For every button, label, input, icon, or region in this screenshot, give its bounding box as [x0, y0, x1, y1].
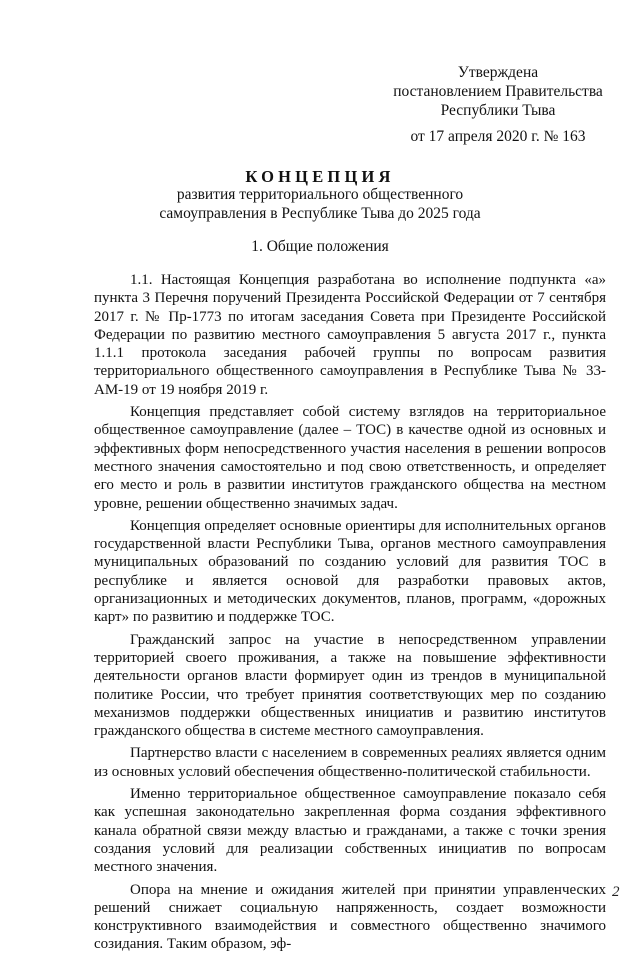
- approval-line-3: Республики Тыва: [440, 102, 556, 119]
- approval-stamp: [378, 63, 618, 146]
- paragraph-2: Концепция представляет собой систему взглядов на территориальное общественное самоуправление (далее – ТОС) в качестве одной из основных и эффективных форм непосредственного участия населения в решении вопросов местного значения самостоятельно и под свою ответственность, и определяет его место и роль в развитии институтов гражданского общества на местном уровне, решении общественно значимых задач.: [94, 404, 606, 512]
- paragraph-6: Именно территориальное общественное самоуправление показало себя как успешная законодательно закрепленная форма создания эффективного канала обратной связи между властью и гражданами, а также с точки зрения создания условий для реализации собственных инициатив по вопросам местного значения.: [94, 786, 606, 876]
- document-subtitle: [0, 185, 640, 223]
- approval-line-1: Утверждена: [457, 64, 539, 81]
- subtitle-line-1: развития территориального общественного: [176, 186, 464, 203]
- approval-date: от 17 апреля 2020 г. № 163: [410, 128, 586, 145]
- paragraph-1: 1.1. Настоящая Концепция разработана во исполнение подпункта «а» пункта 3 Перечня поручений Президента Российской Федерации от 7 сентября 2017 г. № Пр-1773 по итогам заседания Совета при Президенте Российской Федерации по развитию местного самоуправления 5 августа 2017 г., пункта 1.1.1 протокола заседания рабочей группы по вопросам развития территориального общественного самоуправления в Республике Тыва № 33-АМ-19 от 19 ноября 2019 г.: [94, 272, 606, 398]
- approval-line-2: постановлением Правительства: [393, 83, 603, 100]
- paragraph-5: Партнерство власти с населением в современных реалиях является одним из основных условий обеспечения общественно-политической стабильности.: [94, 745, 606, 780]
- body-text: [94, 271, 606, 958]
- page-number: 2: [612, 884, 620, 900]
- section-heading: 1. Общие положения: [251, 238, 389, 255]
- paragraph-3: Концепция определяет основные ориентиры для исполнительных органов государственной власти Республики Тыва, органов местного самоуправления муниципальных образований по созданию условий для развития ТОС в республике и является основой для разработки правовых актов, организационных и методических документов, планов, программ, «дорожных карт» по развитию и поддержке ТОС.: [94, 517, 606, 626]
- subtitle-line-2: самоуправления в Республике Тыва до 2025 года: [159, 205, 481, 222]
- paragraph-7: Опора на мнение и ожидания жителей при принятии управленческих решений снижает социальную напряженность, создает возможности конструктивного взаимодействия и совместного общественно значимого созидания. Таким образом, эф-: [94, 881, 606, 953]
- paragraph-4: Гражданский запрос на участие в непосредственном управлении территорией своего проживания, а также на повышение эффективности деятельности органов власти формирует один из трендов в муниципальной политике России, что требует принятия соответствующих мер по созданию механизмов поддержки общественных инициатив и развитию институтов гражданского общества в системе местного самоуправления.: [94, 631, 606, 740]
- document-title: КОНЦЕПЦИЯ: [245, 167, 395, 186]
